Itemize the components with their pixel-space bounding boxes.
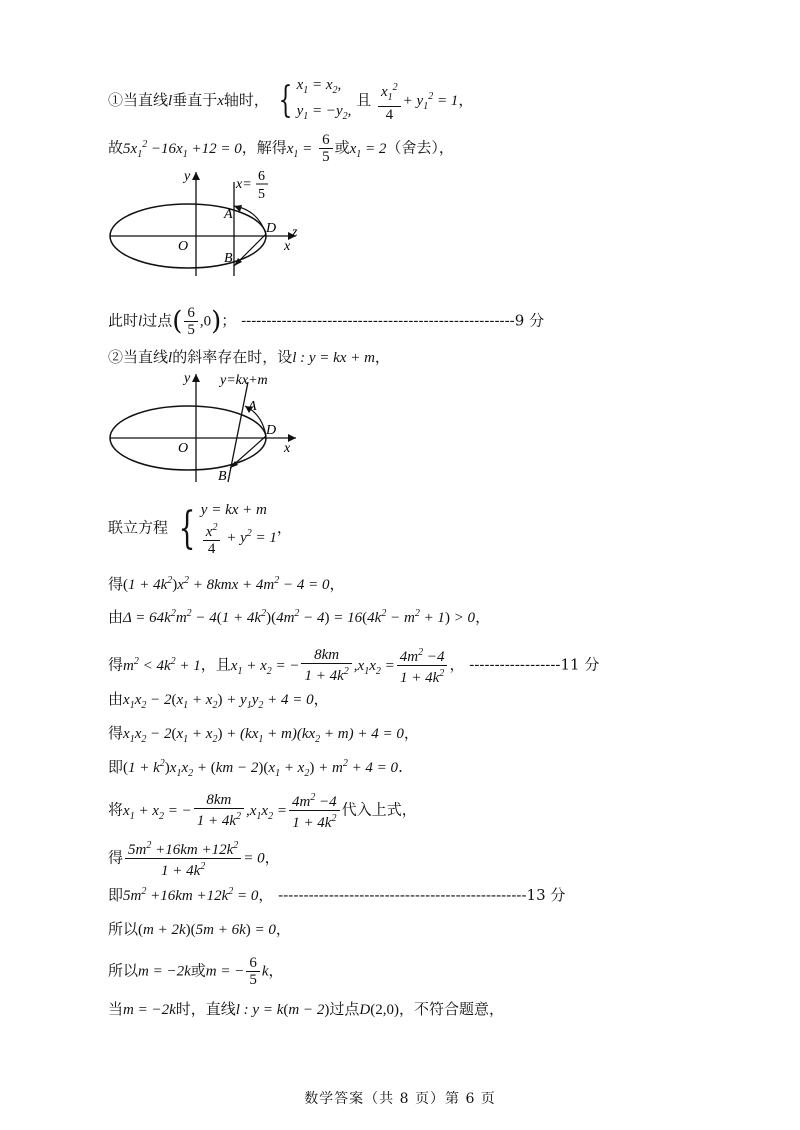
substitute: 得$x_1x_2 - 2(x_1 + x_2) + (kx_1 + m)(kx_2 + m) + 4 = 0$， [108, 724, 419, 745]
figure-ellipse-vertical [108, 168, 318, 278]
vieta: 得$m^2 < 4k^2 + 1$，且$x_1 + x_2$ = − $\frac{8km}{1 + 4k^2}$ $,x_1x_2$ = $\frac{4m^2 -4}{1 + 4k^2}$ ， ------------------11 分 [108, 647, 600, 686]
result-fraction: 得 $\frac{5m^2 +16km +12k^2}{1 + 4k^2}$ = 0， [108, 840, 280, 879]
case1-conclusion: 此时l过点( $\frac{6}{5}$ ,0)； ------------------------------------------------------9 分 [108, 305, 545, 338]
fig1-origin: O [178, 239, 189, 254]
fig1-point-d: D [266, 221, 277, 236]
joint-equations: 联立方程 { y = kx + m $\frac{x^2}{4}$ + $y^2 = 1$， [108, 502, 292, 557]
fig1-z-label: z [292, 225, 298, 240]
fig2-point-b: B [218, 469, 227, 484]
case1-solve: 故$5x_1^2 -16x_1 +12 = 0$，解得$x_1$ = $\frac{6}{5}$ 或$x_1 = 2$（舍去）， [108, 132, 454, 165]
fig2-x-label: x [284, 441, 291, 456]
fig2-point-a: A [248, 399, 257, 414]
quadratic: 得$(1 + 4k^2)x^2 + 8kmx + 4m^2 - 4 = 0$， [108, 575, 345, 593]
result-equation: 即$5m^2 +16km +12k^2 = 0$， -------------------------------------------------13 分 [108, 886, 566, 904]
simplify: 即$(1 + k^2)x_1x_2 + (km - 2)(x_1 + x_2) + m^2 + 4 = 0$. [108, 758, 403, 779]
fig1-y-label: y [184, 169, 191, 184]
fig2-point-d: D [266, 423, 277, 438]
fig1-line-label: x= [236, 177, 252, 192]
fig1-frac-num: 6 [258, 169, 265, 184]
fig2-y-label: y [184, 371, 191, 386]
reject-case: 当m = −2k时，直线l : y = k(m − 2)过点D(2,0)，不符合题意， [108, 1000, 504, 1018]
page-footer: 数学答案（共 8 页）第 6 页 [304, 1091, 496, 1107]
fig1-x-label: x [284, 239, 291, 254]
case1-vertical-line: ①当直线l垂直于x轴时， { $x_1 = x_2$, $y_1 = -y_2$, 且 $\frac{x_1^2}{4}$ + $y_1^2 = 1$， [108, 77, 474, 123]
roots: 所以m = −2k或m = − $\frac{6}{5}$ k， [108, 955, 284, 988]
fig2-line-label: y=kx+m [220, 373, 268, 388]
case2-slope-exists: ②当直线l的斜率存在时，设l : y = kx + m， [108, 348, 390, 366]
fig1-frac-den: 5 [258, 187, 265, 202]
factor: 所以(m + 2k)(5m + 6k) = 0， [108, 920, 291, 938]
figure-ellipse-sloped [108, 370, 318, 490]
fig1-point-a: A [224, 207, 233, 222]
condition: 由$x_1x_2 - 2(x_1 + x_2) + y_1y_2 + 4 = 0$， [108, 690, 329, 711]
plug-in: 将$x_1 + x_2$ = − $\frac{8km}{1 + 4k^2}$ $,x_1x_2$ = $\frac{4m^2 -4}{1 + 4k^2}$ 代入上式， [108, 792, 417, 831]
fig2-origin: O [178, 441, 189, 456]
fig1-point-b: B [224, 251, 233, 266]
discriminant: 由$\Delta = 64k^2m^2 - 4(1 + 4k^2)(4m^2 - 4) = 16(4k^2 - m^2 + 1) > 0$， [108, 608, 491, 626]
